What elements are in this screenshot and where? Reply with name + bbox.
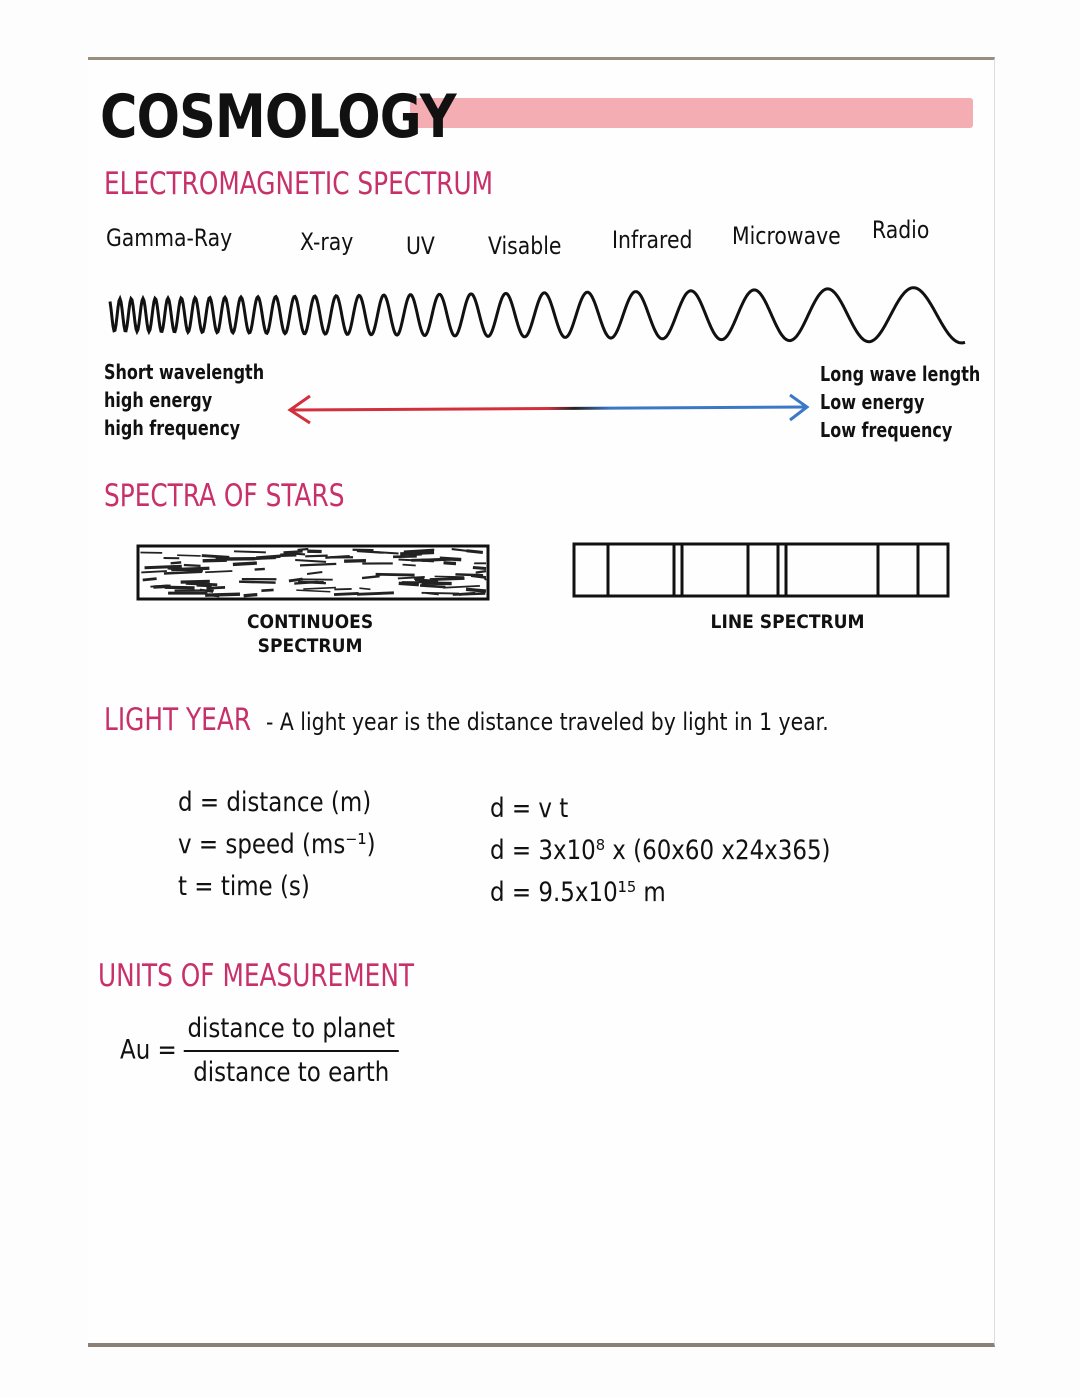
shading-stroke bbox=[244, 595, 258, 596]
shading-stroke bbox=[289, 579, 303, 581]
numerator: distance to planet bbox=[184, 1008, 398, 1052]
shading-stroke bbox=[334, 589, 351, 590]
variable-line: v = speed (ms⁻¹) bbox=[178, 829, 376, 860]
shading-stroke bbox=[466, 589, 486, 591]
shading-stroke bbox=[307, 572, 322, 574]
band-visible: Visable bbox=[488, 232, 562, 260]
note-line: Long wave length bbox=[820, 362, 981, 386]
shading-stroke bbox=[164, 572, 202, 574]
wave-line bbox=[110, 288, 965, 343]
shading-stroke bbox=[443, 586, 480, 588]
caption-line: CONTINUOES bbox=[247, 611, 374, 633]
shading-stroke bbox=[171, 562, 182, 563]
shading-stroke bbox=[303, 588, 336, 589]
band-uv: UV bbox=[406, 232, 435, 260]
note-line: Low frequency bbox=[820, 418, 953, 442]
shading-stroke bbox=[435, 576, 465, 577]
working-list bbox=[490, 788, 831, 914]
variable-line: t = time (s) bbox=[178, 871, 310, 902]
shading-stroke bbox=[296, 590, 330, 592]
shading-stroke bbox=[466, 551, 482, 553]
shading-stroke bbox=[186, 583, 217, 584]
shading-stroke bbox=[455, 574, 483, 575]
variables-list bbox=[178, 782, 376, 908]
shading-stroke bbox=[376, 574, 415, 575]
shading-stroke bbox=[141, 571, 167, 572]
working-line: d = 3x10⁸ x (60x60 x24x365) bbox=[490, 835, 831, 866]
shading-stroke bbox=[153, 586, 170, 587]
au-formula bbox=[120, 1008, 398, 1094]
shading-stroke bbox=[247, 558, 275, 559]
shading-stroke bbox=[181, 581, 210, 582]
shading-stroke bbox=[261, 590, 273, 591]
band-xray: X-ray bbox=[300, 228, 354, 256]
shading-stroke bbox=[334, 593, 359, 594]
wave-drawing bbox=[100, 270, 980, 360]
long-wavelength-notes bbox=[820, 360, 980, 444]
working-line: d = v t bbox=[490, 793, 569, 824]
shading-stroke bbox=[205, 571, 232, 572]
spectra-heading: SPECTRA OF STARS bbox=[104, 478, 345, 514]
shading-stroke bbox=[473, 568, 486, 569]
units-heading: UNITS OF MEASUREMENT bbox=[98, 958, 415, 994]
shading-stroke bbox=[300, 564, 336, 565]
shading-stroke bbox=[422, 583, 452, 584]
title-highlight bbox=[410, 98, 973, 128]
shading-stroke bbox=[399, 583, 419, 584]
shading-stroke bbox=[359, 588, 370, 589]
caption-line: SPECTRUM bbox=[257, 635, 363, 657]
shading-stroke bbox=[298, 549, 309, 550]
variable-line: d = distance (m) bbox=[178, 787, 372, 818]
shading-stroke bbox=[357, 593, 394, 595]
band-microwave: Microwave bbox=[732, 222, 841, 250]
denominator: distance to earth bbox=[193, 1057, 390, 1088]
band-infrared: Infrared bbox=[612, 226, 693, 254]
shading-stroke bbox=[143, 579, 157, 580]
shading-stroke bbox=[283, 551, 302, 552]
shading-stroke bbox=[177, 555, 201, 556]
line-spectrum-caption: LINE SPECTRUM bbox=[710, 611, 865, 633]
shading-stroke bbox=[295, 560, 326, 562]
note-line: Low energy bbox=[820, 390, 925, 414]
page-title: COSMOLOGY bbox=[100, 82, 456, 152]
em-spectrum-heading: ELECTROMAGNETIC SPECTRUM bbox=[104, 166, 494, 202]
working-line: d = 9.5x10¹⁵ m bbox=[490, 877, 666, 908]
shading-stroke bbox=[197, 586, 212, 587]
shading-stroke bbox=[255, 569, 265, 570]
shading-stroke bbox=[206, 587, 225, 588]
light-year-heading: LIGHT YEAR bbox=[104, 702, 252, 738]
shading-stroke bbox=[422, 593, 460, 594]
line-spectrum-box bbox=[572, 540, 952, 602]
short-wavelength-notes bbox=[104, 358, 264, 442]
shading-stroke bbox=[444, 563, 456, 564]
shading-stroke bbox=[415, 580, 438, 582]
shading-stroke bbox=[175, 569, 203, 570]
band-gamma: Gamma-Ray bbox=[106, 224, 233, 252]
shading-stroke bbox=[420, 585, 445, 587]
note-line: Short wavelength bbox=[104, 360, 265, 384]
shading-stroke bbox=[239, 582, 276, 583]
note-line: high frequency bbox=[104, 416, 240, 440]
note-line: high energy bbox=[104, 388, 213, 412]
shading-stroke bbox=[422, 559, 446, 560]
shading-stroke bbox=[203, 560, 227, 561]
band-radio: Radio bbox=[872, 216, 930, 244]
shading-stroke bbox=[184, 565, 201, 566]
shading-stroke bbox=[362, 576, 380, 578]
shading-stroke bbox=[234, 551, 266, 552]
continuous-spectrum-box bbox=[136, 543, 491, 603]
shading-stroke bbox=[145, 566, 182, 567]
shading-stroke bbox=[202, 556, 230, 558]
shading-stroke bbox=[452, 549, 467, 551]
shading-stroke bbox=[305, 556, 327, 557]
shading-stroke bbox=[403, 565, 416, 566]
continuous-spectrum-caption bbox=[247, 610, 373, 658]
shading-stroke bbox=[476, 571, 486, 573]
energy-arrow bbox=[285, 392, 815, 428]
shading-stroke bbox=[344, 561, 366, 562]
shading-stroke bbox=[430, 578, 465, 579]
fraction bbox=[184, 1008, 398, 1094]
au-lhs: Au = bbox=[120, 1034, 177, 1066]
light-year-definition: - A light year is the distance traveled by light in 1 year. bbox=[266, 708, 829, 736]
shading-stroke bbox=[233, 563, 257, 564]
